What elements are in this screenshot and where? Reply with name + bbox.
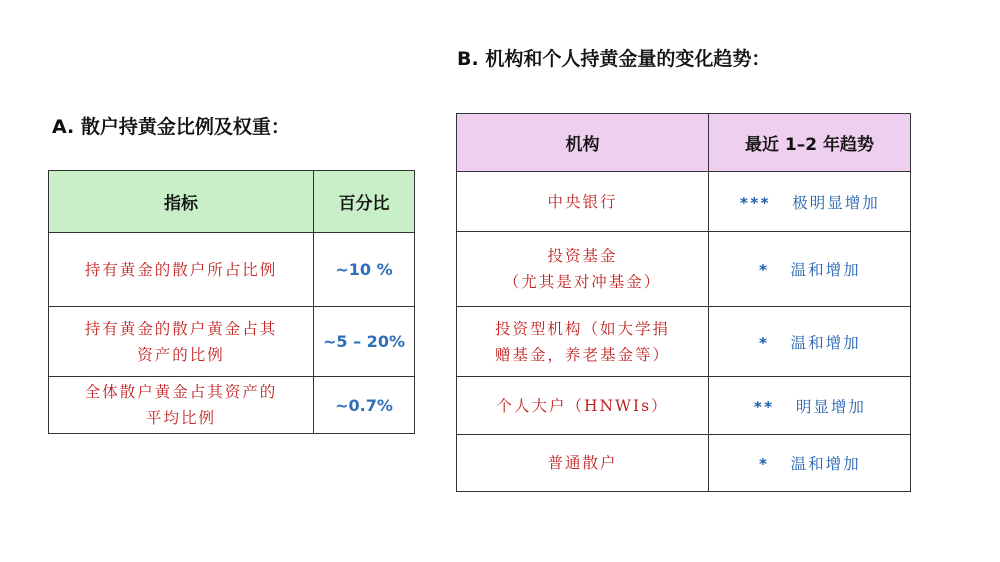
trend-stars: *: [758, 455, 769, 473]
table-row: [457, 232, 911, 307]
table-row: [49, 307, 415, 377]
trend-cell: [709, 172, 911, 232]
indicator-cell: [49, 377, 314, 434]
trend-text: 温和增加: [790, 455, 861, 473]
institution-text: 个人大户（HNWIs）: [496, 396, 669, 415]
institution-text: 中央银行: [547, 192, 618, 211]
table-header-row: [457, 114, 911, 172]
section-a-heading: A. 散户持黄金比例及权重：: [52, 116, 290, 138]
trend-cell: [709, 435, 911, 492]
table-header-row: [49, 171, 415, 233]
column-header-percent: 百分比: [314, 171, 415, 233]
percent-value: ~0.7%: [314, 377, 415, 434]
holding-trend-table: [456, 113, 911, 492]
trend-stars: ***: [739, 193, 771, 212]
institution-text: 赠基金，养老基金等）: [494, 345, 670, 364]
institution-cell: [457, 435, 709, 492]
institution-text: 普通散户: [547, 454, 618, 472]
table-row: [457, 172, 911, 232]
section-b-heading: B. 机构和个人持黄金量的变化趋势：: [457, 48, 771, 70]
indicator-cell: [49, 233, 314, 307]
trend-text: 温和增加: [790, 333, 861, 352]
table-row: [457, 377, 911, 435]
trend-text: 温和增加: [790, 261, 861, 279]
retail-gold-ratio-table: [48, 170, 415, 434]
trend-cell: [709, 307, 911, 377]
trend-cell: [709, 232, 911, 307]
trend-text: 明显增加: [795, 397, 866, 416]
table-row: [49, 377, 415, 434]
institution-cell: [457, 307, 709, 377]
institution-text: 投资基金: [547, 247, 618, 265]
indicator-text: 持有黄金的散户所占比例: [84, 260, 278, 279]
column-header-institution: 机构: [457, 114, 709, 172]
trend-stars: *: [758, 261, 769, 279]
indicator-text: 平均比例: [145, 409, 216, 427]
table-row: [457, 307, 911, 377]
institution-cell: [457, 377, 709, 435]
trend-text: 极明显增加: [792, 193, 880, 212]
table-row: [457, 435, 911, 492]
trend-stars: **: [753, 397, 774, 416]
table-row: [49, 233, 415, 307]
percent-value: ~5 – 20%: [314, 307, 415, 377]
institution-text: 投资型机构（如大学捐: [494, 319, 670, 338]
percent-value: ~10 %: [314, 233, 415, 307]
indicator-text: 持有黄金的散户黄金占其: [84, 319, 278, 338]
column-header-indicator: 指标: [49, 171, 314, 233]
indicator-text: 资产的比例: [137, 345, 225, 364]
indicator-text: 全体散户黄金占其资产的: [84, 383, 278, 401]
column-header-trend: 最近 1–2 年趋势: [709, 114, 911, 172]
trend-cell: [709, 377, 911, 435]
institution-text: （尤其是对冲基金）: [503, 273, 662, 291]
institution-cell: [457, 172, 709, 232]
trend-stars: *: [758, 333, 769, 352]
institution-cell: [457, 232, 709, 307]
indicator-cell: [49, 307, 314, 377]
